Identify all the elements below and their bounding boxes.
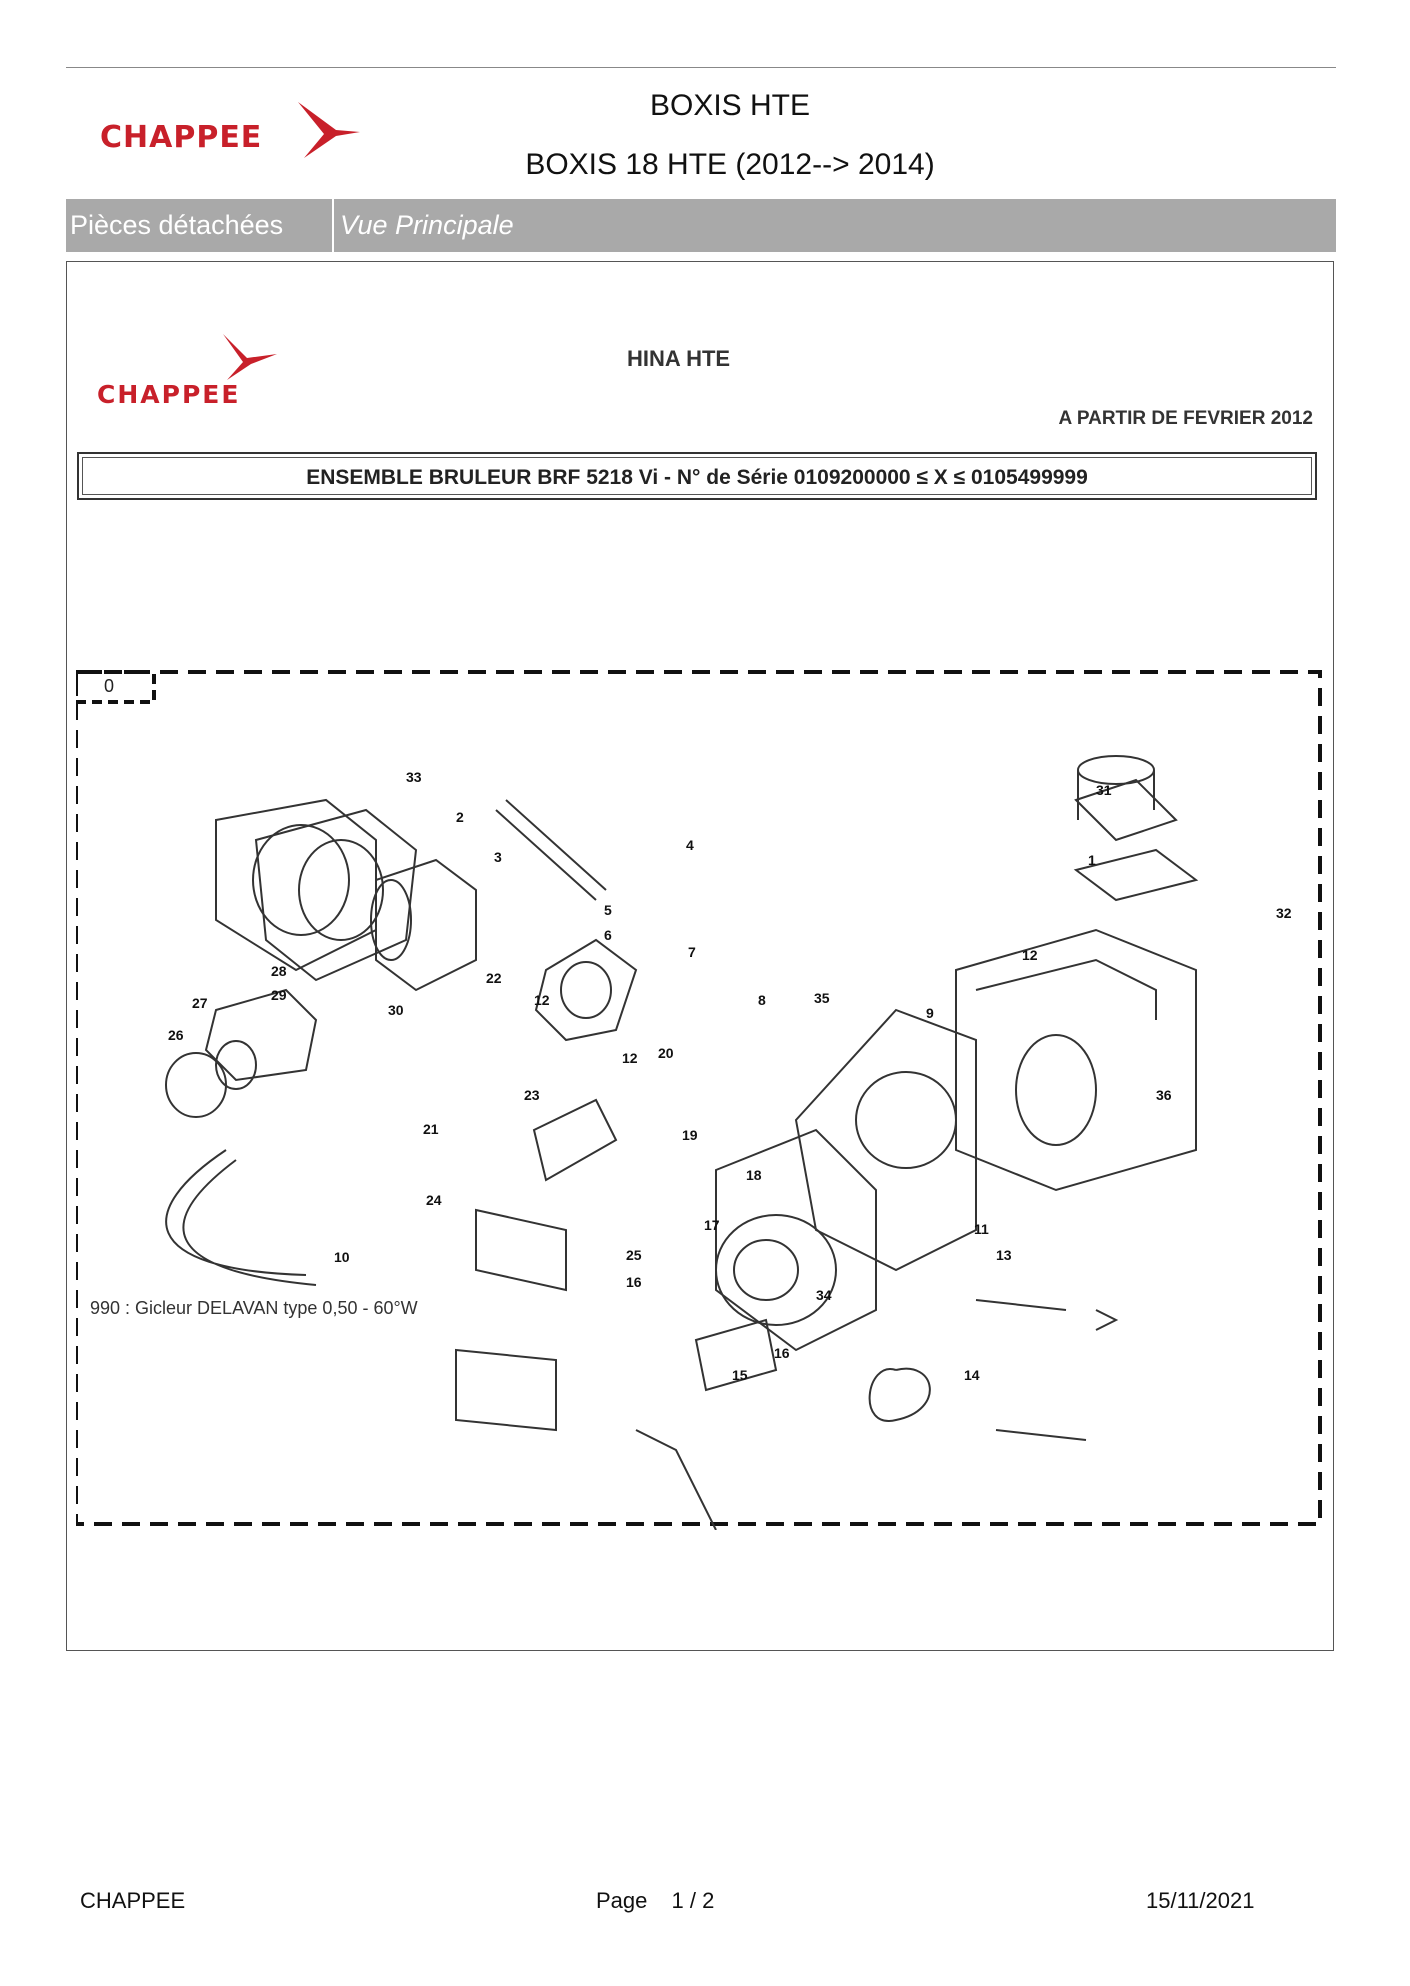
drawing-logo-text: CHAPPEE bbox=[97, 380, 241, 409]
callout-31: 31 bbox=[1096, 782, 1112, 798]
callout-32: 32 bbox=[1276, 905, 1292, 921]
exploded-view bbox=[76, 670, 1322, 1530]
callout-25: 25 bbox=[626, 1247, 642, 1263]
logo-text: CHAPPEE bbox=[100, 120, 263, 155]
callout-29: 29 bbox=[271, 987, 287, 1003]
callout-23: 23 bbox=[524, 1087, 540, 1103]
callout-19: 19 bbox=[682, 1127, 698, 1143]
callout-18: 18 bbox=[746, 1167, 762, 1183]
page-label: Page bbox=[596, 1888, 648, 1913]
assembly-title: ENSEMBLE BRULEUR BRF 5218 Vi - N° de Série 0109200000 ≤ X ≤ 0105499999 bbox=[306, 466, 1088, 489]
chappee-logo bbox=[100, 100, 370, 170]
callout-28: 28 bbox=[271, 963, 287, 979]
callout-3: 3 bbox=[494, 849, 502, 865]
doc-title: BOXIS HTE bbox=[649, 89, 811, 122]
top-rule bbox=[66, 67, 1336, 68]
callout-12: 12 bbox=[622, 1050, 638, 1066]
footer-brand: CHAPPEE bbox=[80, 1888, 186, 1913]
callout-13: 13 bbox=[996, 1247, 1012, 1263]
page-value: 1 / 2 bbox=[671, 1888, 715, 1913]
callout-12: 12 bbox=[1022, 947, 1038, 963]
callout-20: 20 bbox=[658, 1045, 674, 1061]
callout-35: 35 bbox=[814, 990, 830, 1006]
callout-10: 10 bbox=[334, 1249, 350, 1265]
drawing-frame bbox=[66, 261, 1334, 1651]
nozzle-note: 990 : Gicleur DELAVAN type 0,50 - 60°W bbox=[90, 1298, 418, 1318]
callout-33: 33 bbox=[406, 769, 422, 785]
callout-11: 11 bbox=[974, 1221, 989, 1237]
callout-16: 16 bbox=[774, 1345, 790, 1361]
callout-12: 12 bbox=[534, 992, 550, 1008]
callout-9: 9 bbox=[926, 1005, 934, 1021]
callout-5: 5 bbox=[604, 902, 612, 918]
callout-6: 6 bbox=[604, 927, 612, 943]
callout-24: 24 bbox=[426, 1192, 442, 1208]
callout-36: 36 bbox=[1156, 1087, 1172, 1103]
assembly-box bbox=[77, 452, 1317, 500]
model-name: HINA HTE bbox=[627, 346, 731, 371]
footer-date: 15/11/2021 bbox=[1146, 1888, 1255, 1913]
callout-14: 14 bbox=[964, 1367, 980, 1383]
drawing-logo bbox=[97, 332, 297, 412]
callout-1: 1 bbox=[1088, 852, 1096, 868]
wing-icon bbox=[296, 100, 366, 160]
callout-30: 30 bbox=[388, 1002, 404, 1018]
tab-spare-parts[interactable]: Pièces détachées bbox=[70, 210, 284, 240]
validity-date: A PARTIR DE FEVRIER 2012 bbox=[1058, 408, 1313, 429]
tab-main-view[interactable]: Vue Principale bbox=[340, 210, 514, 240]
callout-21: 21 bbox=[423, 1121, 439, 1137]
wing-icon bbox=[217, 332, 287, 382]
callout-4: 4 bbox=[686, 837, 694, 853]
tab-divider bbox=[332, 199, 334, 252]
callout-2: 2 bbox=[456, 809, 464, 825]
callout-22: 22 bbox=[486, 970, 502, 986]
exploded-view-drawing bbox=[76, 670, 1322, 1530]
footer-page bbox=[596, 1888, 714, 1914]
callout-27: 27 bbox=[192, 995, 208, 1011]
callout-16: 16 bbox=[626, 1274, 642, 1290]
callout-34: 34 bbox=[816, 1287, 832, 1303]
diagram-group-label: 0 bbox=[104, 676, 115, 696]
callout-7: 7 bbox=[688, 944, 696, 960]
callout-26: 26 bbox=[168, 1027, 184, 1043]
callout-8: 8 bbox=[758, 992, 766, 1008]
doc-subtitle: BOXIS 18 HTE (2012--> 2014) bbox=[525, 148, 935, 181]
section-bar bbox=[66, 199, 1336, 252]
callout-15: 15 bbox=[732, 1367, 748, 1383]
callout-17: 17 bbox=[704, 1217, 720, 1233]
